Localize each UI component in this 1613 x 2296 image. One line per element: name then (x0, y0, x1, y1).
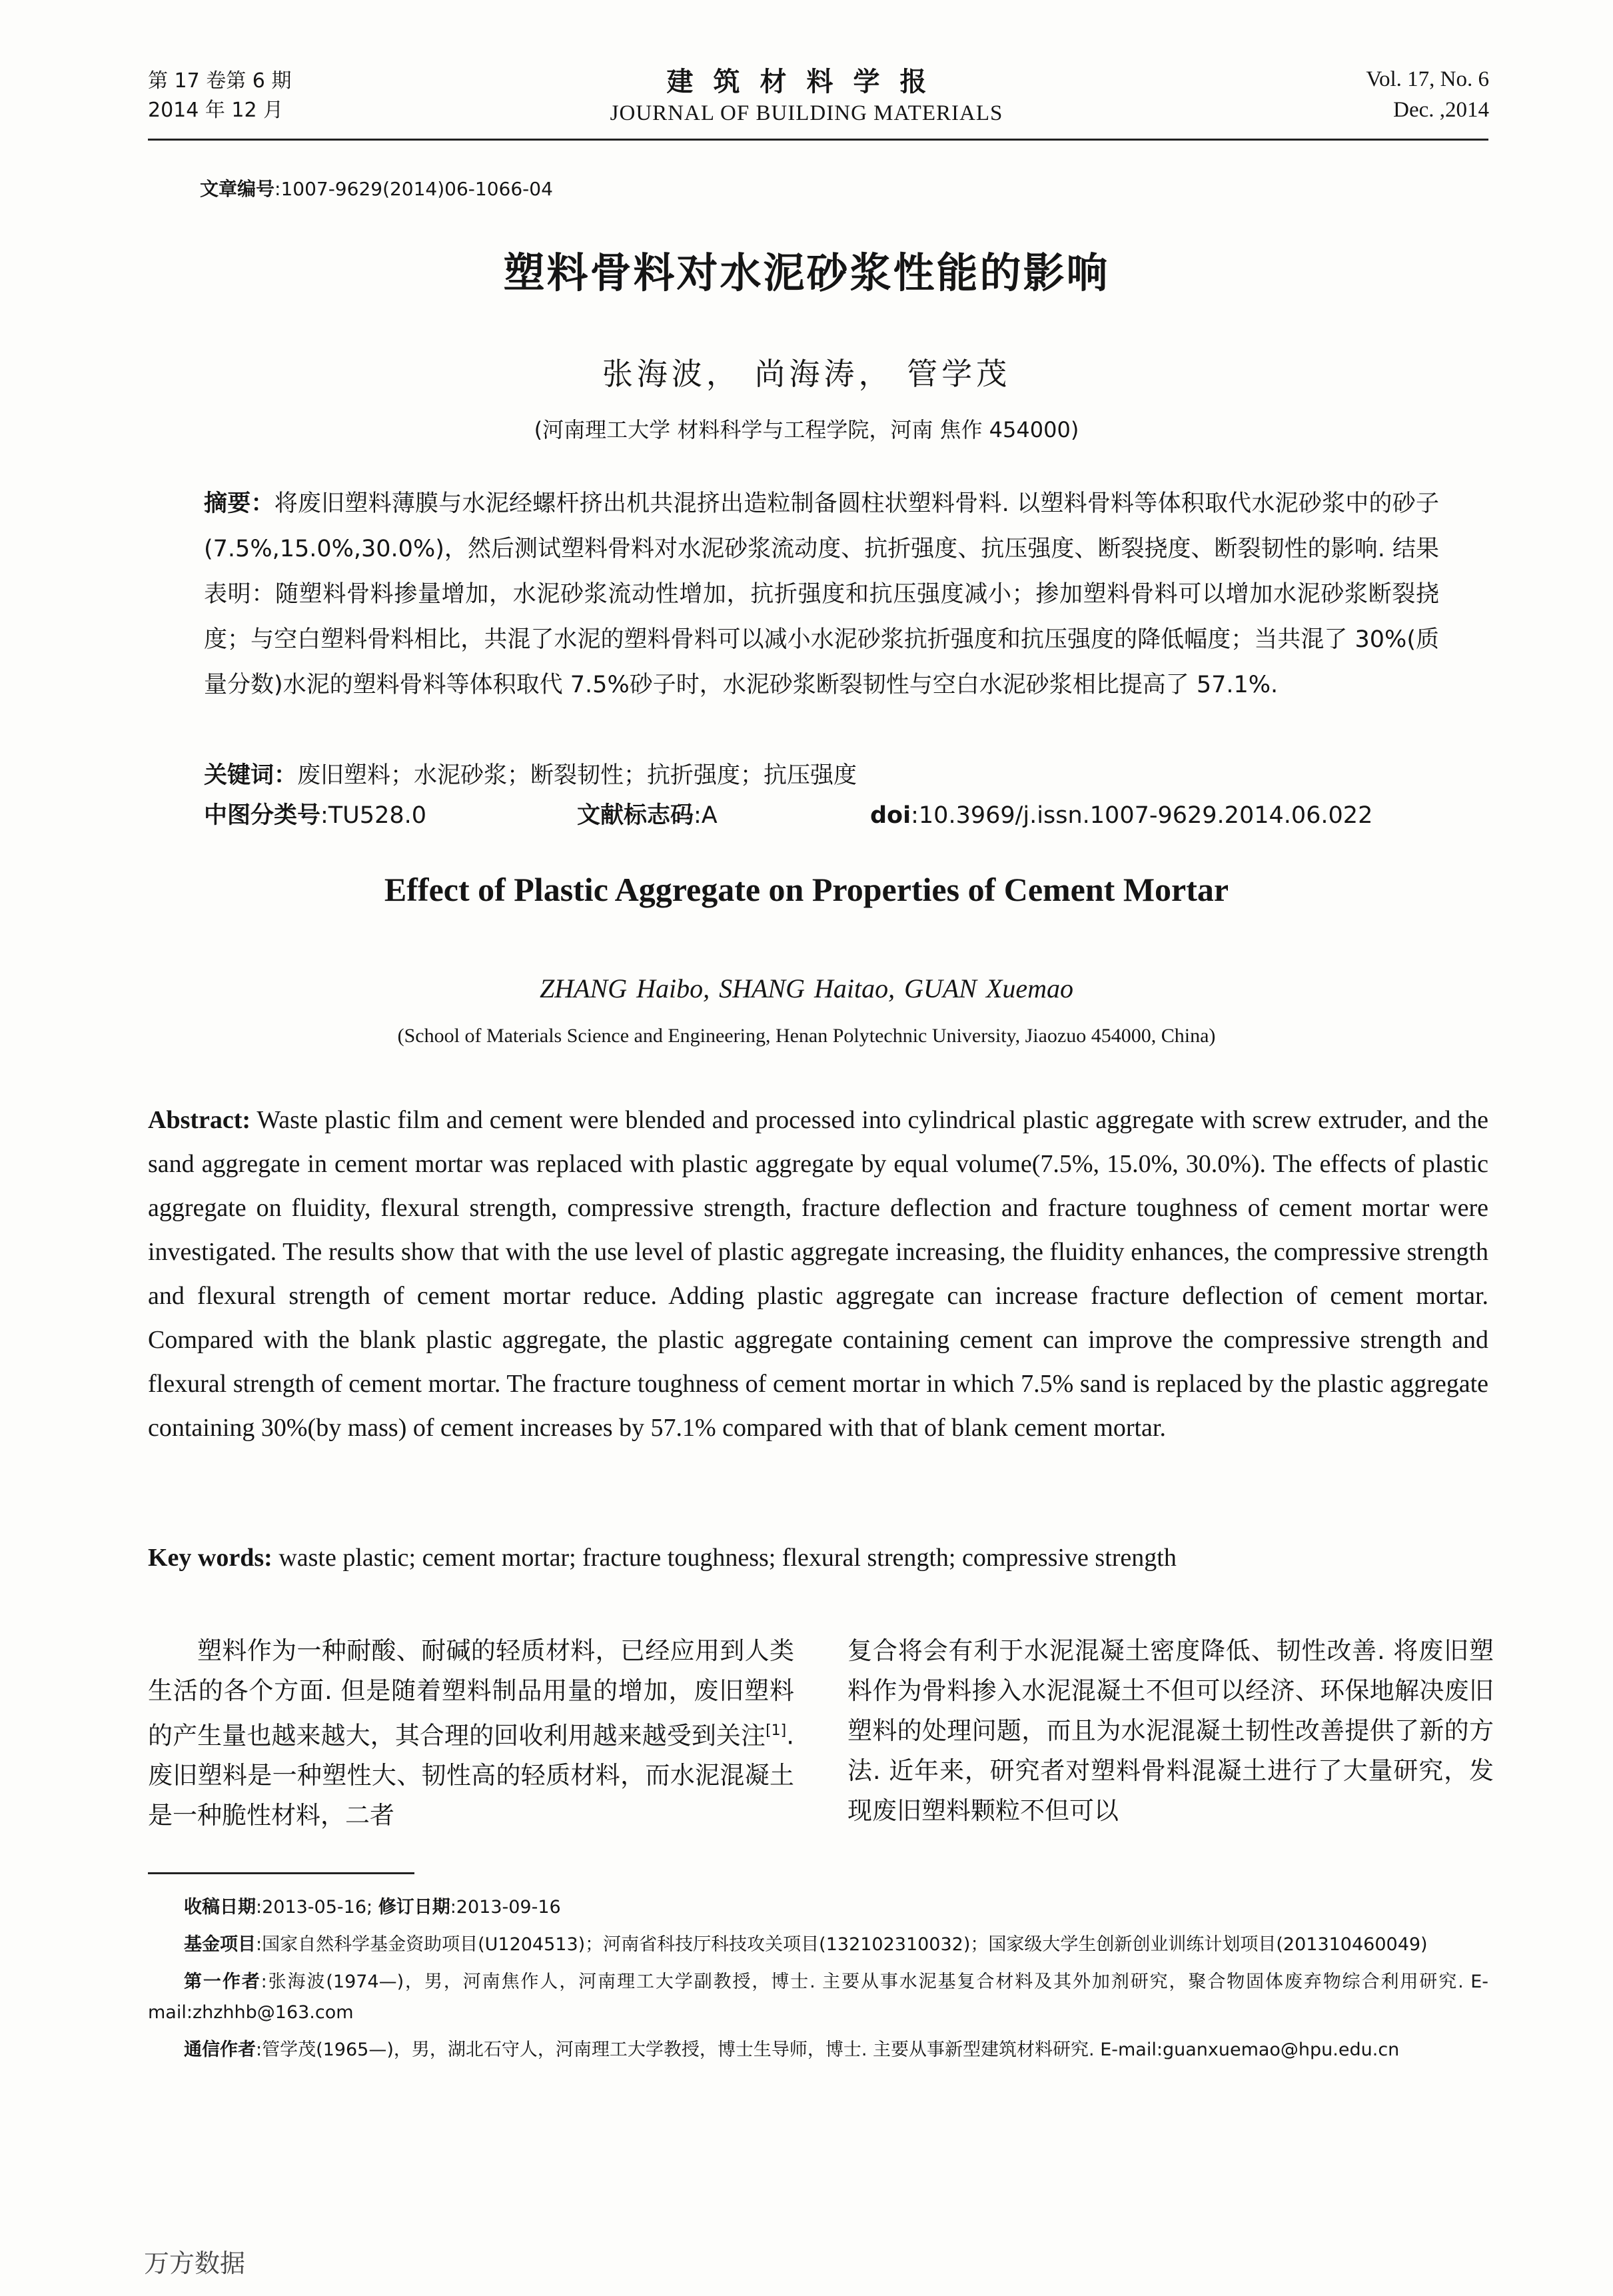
volume-issue-cn: 第 17 卷第 6 期 (148, 69, 292, 93)
doi (870, 797, 1372, 834)
footnote-fund (148, 1930, 1488, 1960)
received-date: :2013-05-16; (256, 1897, 373, 1918)
affiliation-cn: (河南理工大学 材料科学与工程学院，河南 焦作 454000) (534, 417, 1079, 442)
paper-title-en: Effect of Plastic Aggregate on Properties of Cement Mortar (384, 871, 1229, 908)
clc-value: :TU528.0 (320, 802, 427, 829)
received-label: 收稿日期 (184, 1897, 256, 1918)
clc-label: 中图分类号 (204, 802, 321, 829)
article-number-value: :1007-9629(2014)06-1066-04 (274, 178, 553, 200)
footnote-dates (148, 1892, 1488, 1923)
abstract-en-label: Abstract: (148, 1106, 251, 1134)
footnote-corresponding-author (148, 2035, 1488, 2065)
abstract-cn (204, 481, 1439, 708)
revised-date: :2013-09-16 (450, 1897, 561, 1918)
keywords-cn-label: 关键词： (204, 762, 298, 789)
affiliation-en: (School of Materials Science and Engineering, Henan Polytechnic University, Jiaozuo 454000, China) (397, 1025, 1216, 1047)
body-right-text: 复合将会有利于水泥混凝土密度降低、韧性改善. 将废旧塑料作为骨料掺入水泥混凝土不但可以经济、环保地解决废旧塑料的处理问题，而且为水泥混凝土韧性改善提供了新的方法. 近年来，研究者对塑料骨料混凝土进行了大量研究，发现废旧塑料颗粒不但可以 (847, 1636, 1494, 1825)
fund-text: :国家自然科学基金资助项目(U1204513)；河南省科技厅科技攻关项目(132102310032)；国家级大学生创新创业训练计划项目(201310460049) (256, 1934, 1428, 1955)
article-number (200, 175, 553, 201)
volume-issue-en: Vol. 17, No. 6 (1366, 67, 1489, 91)
journal-title-en: JOURNAL OF BUILDING MATERIALS (610, 101, 1003, 125)
document-code-value: :A (694, 802, 718, 829)
citation-ref[interactable]: [1] (766, 1722, 787, 1739)
keywords-cn-text: 废旧塑料；水泥砂浆；断裂韧性；抗折强度；抗压强度 (297, 762, 857, 789)
document-code-label: 文献标志码 (577, 802, 694, 829)
date-en: Dec. ,2014 (1393, 98, 1489, 122)
keywords-en (148, 1539, 1488, 1576)
keywords-en-label: Key words: (148, 1544, 272, 1572)
body-column-right (847, 1631, 1494, 1831)
article-number-label: 文章编号 (200, 178, 275, 200)
body-left-text-2: . 废旧塑料是一种塑性大、韧性高的轻质材料，而水泥混凝土是一种脆性材料，二者 (148, 1721, 794, 1830)
first-author-label: 第一作者 (184, 1972, 261, 1992)
corresponding-author-text: :管学茂(1965—)，男，湖北石守人，河南理工大学教授，博士生导师，博士. 主要从事新型建筑材料研究. E-mail:guanxuemao@hpu.edu.cn (256, 2039, 1400, 2060)
abstract-cn-text: 将废旧塑料薄膜与水泥经螺杆挤出机共混挤出造粒制备圆柱状塑料骨料. 以塑料骨料等体积取代水泥砂浆中的砂子(7.5%,15.0%,30.0%)，然后测试塑料骨料对水泥砂浆流动度、抗折强度、抗压强度、断裂挠度、断裂韧性的影响. 结果表明：随塑料骨料掺量增加，水泥砂浆流动性增加，抗折强度和抗压强度减小；掺加塑料骨料可以增加水泥砂浆断裂挠度；与空白塑料骨料相比，共混了水泥的塑料骨料可以减小水泥砂浆抗折强度和抗压强度的降低幅度；当共混了 30%(质量分数)水泥的塑料骨料等体积取代 7.5%砂子时，水泥砂浆断裂韧性与空白水泥砂浆相比提高了 57.1%. (204, 490, 1439, 698)
paper-title-cn: 塑料骨料对水泥砂浆性能的影响 (503, 249, 1110, 297)
doi-label: doi (870, 802, 911, 829)
keywords-cn (204, 757, 1439, 794)
date-cn: 2014 年 12 月 (148, 99, 284, 122)
header-rule (148, 139, 1488, 141)
authors-cn: 张海波， 尚海涛， 管学茂 (602, 356, 1011, 392)
revised-label: 修订日期 (378, 1897, 450, 1918)
footnote-first-author (148, 1967, 1488, 2028)
footnotes (148, 1892, 1488, 2072)
abstract-cn-label: 摘要： (204, 490, 274, 517)
first-author-text: :张海波(1974—)，男，河南焦作人，河南理工大学副教授，博士. 主要从事水泥基复合材料及其外加剂研究，聚合物固体废弃物综合利用研究. E-mail:zhzhhb@163.com (148, 1972, 1489, 2023)
header-volume-en (1366, 64, 1489, 125)
footnote-rule (148, 1872, 414, 1874)
document-code (577, 797, 718, 834)
corresponding-author-label: 通信作者 (184, 2039, 256, 2060)
doi-value: :10.3969/j.issn.1007-9629.2014.06.022 (911, 802, 1373, 829)
abstract-en (148, 1098, 1488, 1450)
body-left-text-1: 塑料作为一种耐酸、耐碱的轻质材料，已经应用到人类生活的各个方面. 但是随着塑料制品用量的增加，废旧塑料的产生量也越来越大，其合理的回收利用越来越受到关注 (148, 1636, 794, 1750)
body-column-left (148, 1631, 794, 1836)
clc-code (204, 797, 426, 834)
abstract-en-text: Waste plastic film and cement were blended and processed into cylindrical plastic aggregate with screw extruder, and the sand aggregate in cement mortar was replaced with plastic aggregate by equal volume(7.5%, 15.0%, 30.0%). The effects of plastic aggregate on fluidity, flexural strength, compressive strength, fracture deflection and fracture toughness of cement mortar were investigated. The results show that with the use level of plastic aggregate increasing, the fluidity enhances, the compressive strength and flexural strength of cement mortar reduce. Adding plastic aggregate can increase fracture deflection of cement mortar. Compared with the blank plastic aggregate, the plastic aggregate containing cement can improve the compressive strength and flexural strength of cement mortar. The fracture toughness of cement mortar in which 7.5% sand is replaced by the plastic aggregate containing 30%(by mass) of cement increases by 57.1% compared with that of blank cement mortar. (148, 1106, 1488, 1442)
journal-title-cn: 建筑材料学报 (666, 67, 947, 97)
wanfang-watermark: 万方数据 (144, 2249, 246, 2278)
keywords-en-text: waste plastic; cement mortar; fracture toughness; flexural strength; compressive strength (272, 1544, 1177, 1572)
fund-label: 基金项目 (184, 1934, 256, 1955)
authors-en: ZHANG Haibo, SHANG Haitao, GUAN Xuemao (539, 973, 1074, 1003)
